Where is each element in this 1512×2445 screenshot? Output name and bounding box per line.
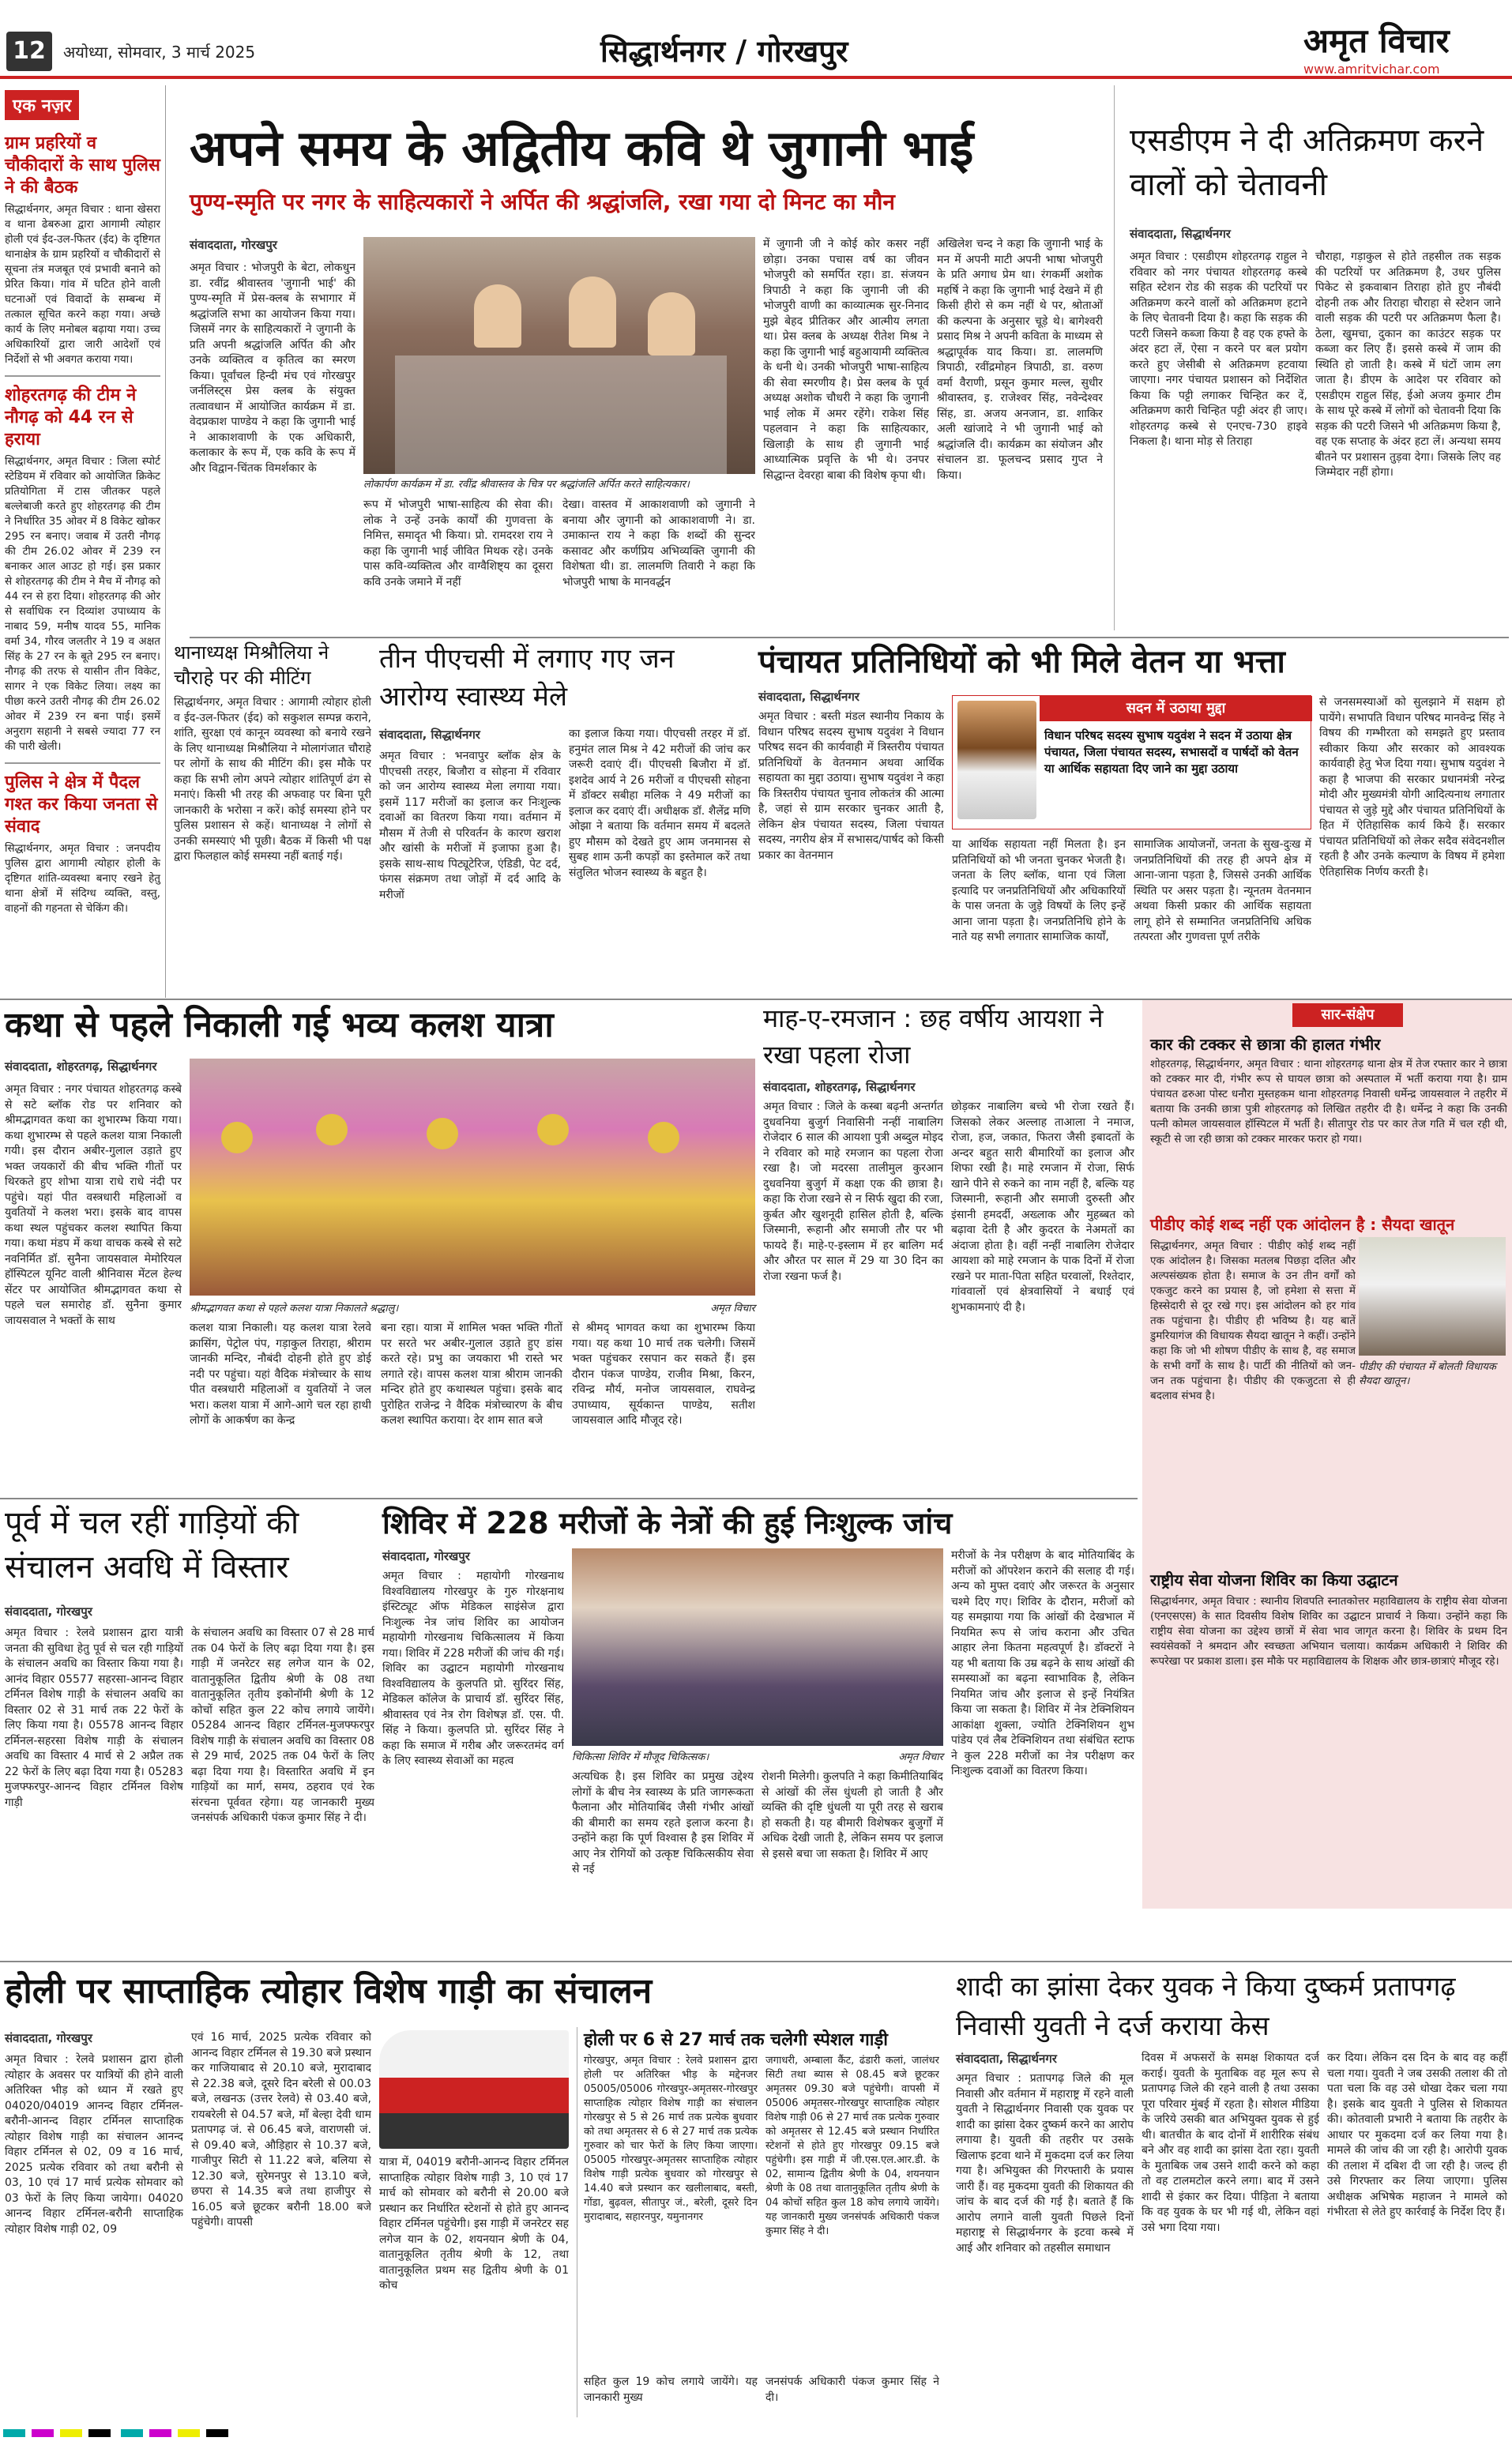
shadi-byline: संवाददाता, सिद्धार्थनगर xyxy=(956,2052,1057,2066)
eye-caption: चिकित्सा शिविर में मौजूद चिकित्सक। xyxy=(572,1749,809,1763)
brief-headline: पुलिस ने क्षेत्र में पैदल गश्त कर किया जनता से संवाद xyxy=(5,773,158,837)
lead-col: अखिलेश चन्द ने कहा कि जुगानी भाई के मन में अपनी माटी अपनी भाषा भोजपुरी के प्रति अगाध प्रेम था। रंगकर्मी अशोक महर्षि ने कहा कि जुगानी भाई देखने में ही किसी हीरो से कम नहीं थे पर, श्रोताओं की कल्पना के अनुसार चूड़े थे। बागेश्वरी प्रसाद मिश्र ने अपनी कविता के माध्यम से श्रद्धापूर्वक याद किया। डा. लालमणि त्रिपाठी, रवींद्रमोहन त्रिपाठी, डा. वरुण वर्मा वैराणी, प्रसून कुमार मल्ल, सुधीर श्रीवास्तव, इ. राजेश्वर सिंह, नवेन्देश्वर सिंह, डा. अजय अनजान, डा. शाकिर अली खांजादे ने भी जुगानी भाई को श्रद्धांजलि दी। कार्यक्रम का संयोजन और संचालन डा. फूलचन्द प्रसाद गुप्त ने किया। xyxy=(937,238,1103,482)
brief-body: सिद्धार्थनगर, अमृत विचार : थाना खेसरा व थाना ढेबरुआ द्वारा आगामी त्योहार होली एवं ईद-उल-फितर (ईद) के दृष्टिगत थानाक्षेत्र के ग्राम प्रहरियों व चौकीदारों से सूचना तंत्र मजबूत एवं प्रभावी बनाने को प्रेरित किया। गांव में घटित होने वाली घटनाओं एवं विवादों के सम्बन्ध में तत्काल सूचित करने कहा गया। अच्छे कार्य के लिए मनोबल बढ़ाया गया। उच्च अधिकारियों द्वारा जारी आदेशों एवं निर्देशों से भी अवगत कराया गया। xyxy=(5,203,160,366)
panchayat-byline: संवाददाता, सिद्धार्थनगर xyxy=(758,690,859,704)
brief-headline: शोहरतगढ़ की टीम ने नौगढ़ को 44 रन से हराया xyxy=(5,386,137,450)
shadi-col: दिवस में अफसरों के समक्ष शिकायत दर्ज कराई। युवती के मुताबिक वह मूल रूप से प्रतापगढ़ जिले की रहने वाली है तथा उसका पूरा परिवार मुंबई में रहता है। सोशल मीडिया के जरिये उसकी बात अभियुक्त युवक से हुई थी। बातचीत के बाद दोनों में शारीरिक संबंध बने और वह शादी का झांसा देता रहा। युवती के मुताबिक जब उसने शादी करने को कहा तो वह टालमटोल करने लगा। बाद में उसने शादी से इंकार कर दिया। पीड़िता ने बताया कि वह युवक के घर भी गई थी, लेकिन वहां उसे भगा दिया गया। xyxy=(1142,2052,1319,2234)
kalash-col: से श्रीमद् भागवत कथा का शुभारम्भ किया गया। यह कथा 10 मार्च तक चलेगी। जिसमें भक्त पहुंचकर रसपान कर सकते हैं। इस दौरान पंकज पाण्डेय, राजीव मिश्रा, किरन, रविन्द्र मौर्य, मनोज जायसवाल, राघवेन्द्र उपाध्याय, सूर्यकान्त पाण्डेय, सतीश जायसवाल आदि मौजूद रहे। xyxy=(572,1322,755,1427)
dateline: अयोध्या, सोमवार, 3 मार्च 2025 xyxy=(63,43,256,62)
lead-photo xyxy=(363,237,755,474)
sidebox-col: जगाधरी, अम्बाला कैंट, ढंडारी कलां, जालंधर सिटी तथा ब्यास से 08.45 बजे छूटकर अमृतसर 09.30 बजे पहुंचेगी। वापसी में 05006 अमृतसर-गोरखपुर साप्ताहिक त्योहार विशेष गाड़ी 06 से 27 मार्च तक प्रत्येक गुरुवार को अमृतसर से 12.45 बजे प्रस्थान निर्धारित स्टेशनों से होते हुए गोरखपुर 09.15 बजे पहुंचेगी। इस गाड़ी में जी.एस.एल.आर.डी. के 02, सामान्य द्वितीय श्रेणी के 04, शयनयान श्रेणी के 08 तथा वातानुकूलित तृतीय श्रेणी के 04 कोचों सहित कुल 18 कोच लगाये जायेंगे। यह जानकारी मुख्य जनसंपर्क अधिकारी पंकज कुमार सिंह ने दी। xyxy=(765,2055,939,2237)
phc-col: अमृत विचार : भनवापुर ब्लॉक क्षेत्र के पीएचसी तरहर, बिजौरा व सोहना में रविवार को जन आरोग्य स्वास्थ्य मेला लगाया गया। इसमें 117 मरीजों का इलाज कर निःशुल्क दवाओं का वितरण किया गया। वर्तमान में मौसम में तेजी से परिवर्तन के कारण खराश और खांसी के मरीजों में इजाफा हुआ है। इसके साथ-साथ पिट्यूटेरिज, एंडिडी, पेट दर्द, फंगस संक्रमण तथा जोड़ों में दर्द आदि के मरीजों xyxy=(379,750,561,901)
sidebox-tail: जनसंपर्क अधिकारी पंकज कुमार सिंह ने दी। xyxy=(765,2375,939,2404)
panchayat-col: या आर्थिक सहायता नहीं मिलता है। इन प्रतिनिधियों को भी जनता चुनकर भेजती है। जनता के लिए ब्लॉक, थाना एवं जिला इत्यादि पर जनप्रतिनिधियों और अधिकारियों के पास जनता के जुड़े विषयों के लिए इन्हें आना जाना पड़ता है। जनप्रतिनिधि होने के नाते यह सभी लगातार सामाजिक कार्यों, xyxy=(952,838,1126,943)
saar-body: सिद्धार्थनगर, अमृत विचार : स्थानीय शिवपति स्नातकोत्तर महाविद्यालय के राष्ट्रीय सेवा योजना (एनएसएस) के सात दिवसीय विशेष शिविर का उद्घाटन प्राचार्य ने किया। उन्होंने कहा कि राष्ट्रीय सेवा योजना का उद्देश्य छात्रों में सेवा भाव जागृत करना है। शिविर के प्रथम दिन स्वयंसेवकों ने श्रमदान और स्वच्छता अभियान चलाया। कार्यक्रम अधिकारी ने शिविर की रूपरेखा पर प्रकाश डाला। इस मौके पर महाविद्यालय के शिक्षक और छात्र-छात्राएं मौजूद रहे। xyxy=(1150,1595,1507,1668)
sidebox-headline: होली पर 6 से 27 मार्च तक चलेगी स्पेशल गाड़ी xyxy=(584,2030,888,2050)
brief-body: सिद्धार्थनगर, अमृत विचार : जिला स्पोर्ट स्टेडियम में रविवार को आयोजित क्रिकेट प्रतियोगिता में टास जीतकर पहले बल्लेबाजी करते हुए शोहरतगढ़ की टीम ने निर्धारित 35 ओवर में 8 विकेट खोकर 295 रन बनाए। जवाब में उतरी नौगढ़ की टीम 26.02 ओवर में 239 रन बनाकर आल आउट हो गई। इस प्रकार से शोहरतगढ़ की टीम ने मैच में नौगढ़ को 44 रन से हरा दिया। शोहरतगढ़ की ओर से सर्वाधिक रन दिव्यांश उपाध्याय के नाबाद 59, मनीष यादव 55, मानिक वर्मा 34, गौरव जलतीर ने 19 व अक्षत सिंह के 27 रन के बूते 295 रन बनाए। नौगढ़ की तरफ से यासीन तीन विकेट, सागर ने एक विकेट लिया। लक्ष्य का पीछा करने उतरी नौगढ़ की टीम 26.02 ओवर में 239 रन बना पाई। इसमें अनुराग सहानी ने सबसे ज्यादा 77 रन की पारी खेली। xyxy=(5,455,160,753)
purv-headline: पूर्व में चल रहीं गाड़ियों की संचालन अवधि में विस्तार xyxy=(5,1505,299,1585)
shadi-col: कर दिया। लेकिन दस दिन के बाद वह कहीं चला गया। युवती ने जब उसकी तलाश की तो पता चला कि वह उसे धोखा देकर चला गया है। इसके बाद युवती ने पुलिस से शिकायत की। कोतवाली प्रभारी ने बताया कि तहरीर के आधार पर मुकदमा दर्ज कर लिया गया है। मामले की जांच की जा रही है। आरोपी युवक की तलाश में दबिश दी जा रही है। जल्द ही उसे गिरफ्तार कर लिया जाएगा। पुलिस अधीक्षक अभिषेक महाजन ने मामले को गंभीरता से लेते हुए कार्रवाई के निर्देश दिए हैं। xyxy=(1327,2052,1507,2218)
phc-byline: संवाददाता, सिद्धार्थनगर xyxy=(379,728,480,742)
holi-col: एवं 16 मार्च, 2025 प्रत्येक रविवार को आनन्द विहार टर्मिनल से 19.30 बजे प्रस्थान कर गाजियाबाद से 20.10 बजे, मुरादाबाद से 22.38 बजे, दूसरे दिन बरेली से 00.03 बजे, लखनऊ (उत्तर रेलवे) से 03.40 बजे, रायबरेली से 04.57 बजे, माँ बेल्हा देवी धाम प्रतापगढ़ जं. से 06.45 बजे, वाराणसी जं. से 09.40 बजे, औड़िहार से 10.37 बजे, गाजीपुर सिटी से 11.22 बजे, बलिया से 12.30 बजे, सुरेमनपुर से 13.10 बजे, छपरा से 14.35 बजे तथा हाजीपुर से 16.05 बजे छूटकर बरौनी 18.00 बजे पहुंचेगी। वापसी xyxy=(191,2031,371,2229)
page-number: 12 xyxy=(6,32,52,71)
holi-byline: संवाददाता, गोरखपुर xyxy=(5,2031,92,2045)
portrait-image xyxy=(957,701,1036,819)
kalash-headline: कथा से पहले निकाली गई भव्य कलश यात्रा xyxy=(5,1005,554,1045)
brief-column xyxy=(0,85,166,998)
holi-col: यात्रा में, 04019 बरौनी-आनन्द विहार टर्मिनल साप्ताहिक त्योहार विशेष गाड़ी 3, 10 एवं 17 मार्च को सोमवार को बरौनी से 20.00 बजे प्रस्थान कर निर्धारित स्टेशनों से होते हुए आनन्द विहार टर्मिनल पहुंचेगी। इस गाड़ी में जनरेटर सह लगेज यान के 02, शयनयान श्रेणी के 04, वातानुकूलित तृतीय श्रेणी के 12, तथा वातानुकूलित प्रथम सह द्वितीय श्रेणी के 01 कोच xyxy=(379,2156,569,2292)
roza-headline: माह-ए-रमजान : छह वर्षीय आयशा ने रखा पहला रोजा xyxy=(763,1003,1104,1070)
phc-col: का इलाज किया गया। पीएचसी तरहर में डॉ. हनुमंत लाल मिश्र ने 42 मरीजों की जांच कर जरूरी दवाएं दीं। पीएचसी बिजौरा में डॉ. इशदेव आर्य ने 26 मरीजों व पीएचसी सोहना में डॉक्टर सबीहा मलिक ने 49 मरीजों का इलाज कर दवाएं दीं। अधीक्षक डॉ. शैलेंद्र मणि ओझा ने बताया कि वर्तमान समय में बदलते हुए मौसम को देखते हुए आम जनमानस से सुबह शाम ऊनी कपड़ों का इस्तेमाल करें तथा संतुलित भोजन स्वास्थ्य के बहुत है। xyxy=(569,728,750,879)
kalash-col: अमृत विचार : नगर पंचायत शोहरतगढ़ कस्बे से सटे ब्लॉक रोड पर शनिवार को श्रीमद्भागवत कथा का शुभारम्भ किया गया। कथा शुभारम्भ से पहले कलश यात्रा निकाली गयी। इस दौरान अबीर-गुलाल उड़ाते हुए भक्त जयकारों की बीच भक्ति गीतों पर थिरकते हुए शोभा यात्रा राधे राधे नंदी पर पहुंचे। यहां पीत वस्त्रधारी महिलाओं व युवतियों ने कलश भरा। इसके बाद वापस कथा स्थल पहुंचकर कलश स्थापित किया गया। कथा मंडप में कथा वाचक कस्बे से सटे नवनिर्मित डॉ. सुनैना जायसवाल मेमोरियल हॉस्पिटल यूनिट वाली श्रीनिवास मेंटल हेल्थ सेंटर पर आयोजित श्रीमद्भागवत कथा से पहले चल समारोह डॉ. सुनैना कुमार जायसवाल ने भक्तों के साथ xyxy=(5,1083,182,1327)
saar-caption: पीडीए की पंचायत में बोलती विधायक सैयदा खातून। xyxy=(1359,1361,1496,1387)
divider xyxy=(5,375,160,377)
kalash-caption: श्रीमद्भागवत कथा से पहले कलश यात्रा निकालते श्रद्धालु। xyxy=(190,1300,585,1315)
eye-headline: शिविर में 228 मरीजों के नेत्रों की हुई निःशुल्क जांच xyxy=(382,1506,953,1540)
saar-headline: कार की टक्कर से छात्रा की हालत गंभीर xyxy=(1150,1035,1381,1054)
lead-col: देखा। वास्तव में आकाशवाणी को जुगानी ने बनाया और जुगानी को आकाशवाणी ने। डा. उमाकान्त राय ने कहा कि शब्दों की सुन्दर कसावट और कर्णप्रिय अभिव्यक्ति जुगानी की विशेषता थी। डा. लालमणि तिवारी ने कहा कि भोजपुरी भाषा के मानवर्द्धन xyxy=(562,498,755,589)
saar-panel xyxy=(1142,1000,1512,1909)
lead-col: अमृत विचार : भोजपुरी के बेटा, लोकधुन डा. रवींद्र श्रीवास्तव 'जुगानी भाई' की पुण्य-स्मृति में प्रेस-क्लब के सभागार में श्रद्धांजलि सभा का आयोजन किया गया। जिसमें नगर के साहित्यकारों ने जुगानी के प्रति अपनी श्रद्धांजलि अर्पित की और उनके व्यक्तित्व व कृतित्व का स्मरण किया। पूर्वांचल हिन्दी मंच एवं गोरखपुर जर्नलिस्ट्स प्रेस क्लब के संयुक्त तत्वावधान में आयोजित कार्यक्रम में डा. वेदप्रकाश पाण्डेय ने कहा कि जुगानी भाई ने आकाशवाणी के एक अधिकारी, कलाकार के रूप में, एक कवि के रूप में और विद्वान-चिंतक विमर्शकार के xyxy=(190,261,355,475)
purv-col: के संचालन अवधि का विस्तार 07 से 28 मार्च तक 04 फेरों के लिए बढ़ा दिया गया है। इस गाड़ी में जनरेटर सह लगेज यान के 02, वातानुकूलित द्वितीय श्रेणी के 08 तथा वातानुकूलित तृतीय इकोनॉमी श्रेणी के 12 कोचों सहित कुल 22 कोच लगाये जायेंगे। 05284 आनन्द विहार टर्मिनल-मुजफ्फरपुर विशेष गाड़ी के संचालन अवधि का विस्तार 08 से 29 मार्च, 2025 तक 04 फेरों के लिए बढ़ा दिया गया है। विस्तारित अवधि में इन गाड़ियों का मार्ग, समय, ठहराव एवं रेक संरचना पूर्ववत रहेगा। यह जानकारी मुख्य जनसंपर्क अधिकारी पंकज कुमार सिंह ने दी। xyxy=(191,1627,374,1824)
lead-photo-caption: लोकार्पण कार्यक्रम में डा. रवींद्र श्रीवास्तव के चित्र पर श्रद्धांजलि अर्पित करते साहित्यकार। xyxy=(363,476,755,492)
panchayat-headline: पंचायत प्रतिनिधियों को भी मिले वेतन या भत्ता xyxy=(758,644,1285,680)
section-divider xyxy=(0,1498,1138,1499)
purv-col: अमृत विचार : रेलवे प्रशासन द्वारा यात्री जनता की सुविधा हेतु पूर्व से चल रही गाड़ियों के संचालन अवधि का विस्तार किया गया है। आनंद विहार 05577 सहरसा-आनन्द विहार टर्मिनल विशेष गाड़ी के संचालन अवधि का विस्तार 02 से 31 मार्च तक 22 फेरों के लिए किया गया है। 05578 आनन्द विहार टर्मिनल-सहरसा विशेष गाड़ी के संचालन अवधि का विस्तार 4 मार्च से 2 अप्रैल तक 22 फेरों के लिए बढ़ा दिया गया है। 05283 मुजफ्फरपुर-आनन्द विहार टर्मिनल विशेष गाड़ी xyxy=(5,1627,183,1809)
roza-byline: संवाददाता, शोहरतगढ़, सिद्धार्थनगर xyxy=(763,1080,916,1094)
column-rule xyxy=(1114,85,1115,630)
saar-headline: राष्ट्रीय सेवा योजना शिविर का किया उद्घाटन xyxy=(1150,1570,1398,1589)
eye-byline: संवाददाता, गोरखपुर xyxy=(382,1549,470,1563)
sidebox-tail: सहित कुल 19 कोच लगाये जायेंगे। यह जानकारी मुख्य xyxy=(584,2375,758,2404)
box-tag: सदन में उठाया मुद्दा xyxy=(1040,696,1312,721)
brief-body: सिद्धार्थनगर, अमृत विचार : जनपदीय पुलिस द्वारा आगामी त्योहार होली के दृष्टिगत शांति-व्यवस्था बनाए रखने हेतु थाना क्षेत्रों में संदिग्ध व्यक्ति, वस्तु, वाहनों की गहनता से चेकिंग की। xyxy=(5,842,160,915)
panchayat-col: अमृत विचार : बस्ती मंडल स्थानीय निकाय के विधान परिषद सदस्य सुभाष यदुवंश ने विधान परिषद सदन की कार्यवाही में त्रिस्तरीय पंचायत प्रतिनिधियों के वेतनमान अथवा आर्थिक सहायता का मुद्दा उठाया। सुभाष यदुवंश ने कहा कि त्रिस्तरीय पंचायत चुनाव लोकतंत्र की आत्मा है, जहां से ग्राम सरकार चुनकर आती है, लेकिन क्षेत्र पंचायत सदस्य, जिला पंचायत सदस्य, नगरीय क्षेत्र में सभासद/पार्षद को किसी प्रकार का वेतनमान xyxy=(758,710,944,862)
roza-col: छोड़कर नाबालिग बच्चे भी रोजा रखते हैं। जिसको लेकर अल्लाह ताआला ने नमाज, रोजा, हज, जकात, फितरा जैसी इबादतों के अन्दर बहुत सारी बीमारियों का इलाज और शिफा रखी है। माहे रमजान में रोजा, सिर्फ खाने पीने से रुकने का नाम नहीं है, बल्कि यह जिस्मानी, रूहानी और समाजी दुरुस्ती और इंसानी हमदर्दी, अख्लाक और मुहब्बत को बढ़ावा देती है और कुदरत के नेअमतों का अंदाजा होता है। वहीं नन्हीं नाबालिग रोजेदार आयशा को माहे रमजान के पाक दिनों में रोजा रखने पर माता-पिता सहित घरवालों, रिश्तेदार, गांववालों एवं क्षेत्रवासियों ने बधाई एवं शुभकामनाएं दी है। xyxy=(951,1100,1134,1314)
holi-sidebox xyxy=(577,2027,945,2417)
sidebox-col: गोरखपुर, अमृत विचार : रेलवे प्रशासन द्वारा होली पर अतिरिक्त भीड़ के मद्देनजर 05005/05006 गोरखपुर-अमृतसर-गोरखपुर साप्ताहिक त्योहार विशेष गाड़ी का संचालन गोरखपुर से 5 से 26 मार्च तक प्रत्येक बुधवार को तथा अमृतसर से 6 से 27 मार्च तक प्रत्येक गुरुवार को चार फेरों के लिए किया जाएगा। 05005 गोरखपुर-अमृतसर साप्ताहिक त्योहार विशेष गाड़ी प्रत्येक बुधवार को गोरखपुर से 14.40 बजे प्रस्थान कर खलीलाबाद, बस्ती, गोंडा, बुढ़वल, सीतापुर जं., बरेली, दूसरे दिन मुरादाबाद, सहारनपुर, यमुनानगर xyxy=(584,2055,758,2223)
panchayat-col: सामाजिक आयोजनों, जनता के सुख-दुःख में जनप्रतिनिधियों की तरह ही अपने क्षेत्र में आना-जाना पड़ता है, जिससे उनकी आर्थिक स्थिति पर असर पड़ता है। न्यूनतम वेतनमान अथवा किसी प्रकार की आर्थिक सहायता लागू होने से सम्मानित जनप्रतिनिधि अधिक तत्परता और गुणवत्ता पूर्ण तरीके xyxy=(1134,838,1311,943)
eye-col: अमृत विचार : महायोगी गोरखनाथ विश्वविद्यालय गोरखपुर के गुरु गोरक्षनाथ इंस्टिट्यूट ऑफ मेडिकल साइंसेज द्वारा निःशुल्क नेत्र जांच शिविर का आयोजन महायोगी गोरखनाथ चिकित्सालय में किया गया। शिविर में 228 मरीजों की जांच की गई। शिविर का उद्घाटन महायोगी गोरखनाथ विश्वविद्यालय के कुलपति प्रो. सुरिंदर सिंह, मेडिकल कॉलेज के प्राचार्य डॉ. सुरिंदर सिंह, श्रीवास्तव एवं नेत्र रोग विशेषज्ञ डॉ. एस. पी. सिंह ने किया। कुलपति प्रो. सुरिंदर सिंह ने कहा कि समाज में गरीब और जरूरतमंद वर्ग के लिए स्वास्थ्य सेवाओं का महत्व xyxy=(382,1570,564,1767)
roza-col: अमृत विचार : जिले के कस्बा बढ़नी अन्तर्गत दुधवनिया बुजुर्ग निवासिनी नन्हीं नाबालिग रोजेदार 6 साल की आयशा पुत्री अब्दुल मोइद ने रविवार को माहे रमजान का पहला रोजा रखा है। जो मदरसा तालीमुल कुरआन दुधवनिया बुजुर्ग में कक्षा एक की छात्रा है। कहा कि रोजा रखने से न सिर्फ खुदा की रजा, कुर्बत और खुशनूदी हासिल होती है, बल्कि जिस्मानी, रूहानी और समाजी तौर पर भी फायदे हैं। माहे-ए-इस्लाम में हर बालिग मर्द और औरत पर साल में 29 या 30 दिन का रोजा रखना फर्ज है। xyxy=(763,1100,943,1283)
lead-col: रूप में भोजपुरी भाषा-साहित्य की सेवा की। लोक ने उन्हें उनके कार्यों की गुणवत्ता के निमित्त, समादृत भी किया। प्रो. रामदरश राय ने कहा कि जुगानी भाई जीवित मिथक रहे। उनके पास कवि-व्यक्तित्व और वाग्वैशिष्ट्य का दूसरा कवि उनके जमाने में नहीं xyxy=(363,498,553,589)
section-divider xyxy=(0,1961,1512,1962)
masthead-logo: अमृत विचार xyxy=(1303,21,1450,60)
section-title: सिद्धार्थनगर / गोरखपुर xyxy=(600,34,848,69)
lead-subhead: पुण्य-स्मृति पर नगर के साहित्यकारों ने अर्पित की श्रद्धांजलि, रखा गया दो मिनट का मौन xyxy=(190,189,895,215)
brief-headline: ग्राम प्रहरियों व चौकीदारों के साथ पुलिस ने की बैठक xyxy=(5,134,160,197)
kalash-byline: संवाददाता, शोहरतगढ़, सिद्धार्थनगर xyxy=(5,1059,157,1074)
panchayat-highlight-box xyxy=(952,695,1311,829)
kalash-col: कलश यात्रा निकाली। यह कलश यात्रा रेलवे क्रासिंग, पेट्रोल पंप, गड़ाकुल तिराहा, श्रीराम जानकी मन्दिर, नौबंदी दोहनी होते हुए डोई नदी पर पहुंचा। यहां वैदिक मंत्रोच्चार के साथ पीत वस्त्रधारी महिलाओं व युवतियों ने जल भरा। कलश यात्रा में आगे-आगे चल रहा हाथी लोगों के आकर्षण का केन्द्र xyxy=(190,1322,371,1427)
lead-col: में जुगानी जी ने कोई कोर कसर नहीं छोड़ा। उनका पचास वर्ष का जीवन भोजपुरी को समर्पित रहा। डा. संजयन त्रिपाठी ने कहा कि जुगानी जी की भोजपुरी वाणी का काव्यात्मक सुर-निनाद मुझे बेहद प्रीतिकर और आत्मीय लगता था। प्रेस क्लब के अध्यक्ष रीतेश मिश्र ने कहा कि जुगानी भाई बहुआयामी व्यक्तित्व के धनी थे। उनकी भोजपुरी भाषा-साहित्य की सेवा स्मरणीय है। प्रेस क्लब के पूर्व अध्यक्ष अशोक चौधरी ने कहा कि जुगानी भाई लोक में अमर रहेंगे। राकेश सिंह पहलवान ने कहा कि साहित्यकार, खिलाड़ी के साथ ही जुगानी भाई आध्यात्मिक प्रवृत्ति के भी थे। उनपर सिद्धान्त देवरहा बाबा की विशेष कृपा थी। xyxy=(763,238,929,482)
mishrauliya-headline: थानाध्यक्ष मिश्रौलिया ने चौराहे पर की मीटिंग xyxy=(174,641,329,689)
phc-headline: तीन पीएचसी में लगाए गए जन आरोग्य स्वास्थ्य मेले xyxy=(379,643,675,713)
lead-byline: संवाददाता, गोरखपुर xyxy=(190,238,277,252)
sdm-col: चौराहा, गड़ाकुल से होते तहसील तक सड़क की पटरियों पर अतिक्रमण है, उधर पुलिस पिकेट से इकवाबान तिराहा होते हुए नौबंदी दोहनी तक और तिराहा चौराहा से स्टेशन जाने वाली सड़क की पटरी पर अतिक्रमण फैला है। ठेला, खुमचा, दुकान का काउंटर सड़क पर कब्जा कर लिए हैं। इससे कस्बे में जाम की स्थिति हो जाती है। कस्बे में घंटों जाम लग जाता है। डीएम के आदेश पर रविवार को एसडीएम राहुल सिंह, ईओ अजय कुमार टीम के साथ पूरे कस्बे में लोगों को चेतावनी दिया कि सड़क की पटरी जिसने भी अतिक्रमण किया है, वह एक सप्ताह के अंदर हटा लें। अन्यथा समय बीतने पर प्रशासन तुड़वा देगा। जिसके लिए वह जिम्मेदार नहीं होगा। xyxy=(1315,250,1501,479)
sdm-col: अमृत विचार : एसडीएम शोहरतगढ़ राहुल ने रविवार को नगर पंचायत शोहरतगढ़ कस्बे सहित स्टेशन रोड की सड़क की पटरियों पर अतिक्रमण करने वालों को अतिक्रमण हटाने के लिए चेतावनी दिया है। कहा कि सड़क की पटरी जिसने कब्जा किया है वह एक हफ्ते के अंदर हटा लें, ऐसा न करने पर बल प्रयोग करते हुए जेसीबी से अतिक्रमण हटवाया जाएगा। नगर पंचायत प्रशासन को निर्देशित किया कि पट्टी लगाकर चिन्हित कर दें, अतिक्रमण कारी चिन्हित पट्टी अंदर ही जाए। शोहरतगढ़ कस्बे से एनएच-730 हाइवे निकला है। थाना मोड़ से तिराहा xyxy=(1130,250,1307,448)
print-color-bar xyxy=(0,2425,1512,2445)
eye-col: रोशनी मिलेगी। कुलपति ने कहा किमीतियाबिंद से आंखों की लेंस धुंधली हो जाती है और व्यक्ति की दृष्टि धुंधली या पूरी तरह से खराब हो सकती है। यह बीमारी विशेषकर बुजुर्गों में अधिक देखी जाती है, लेकिन समय पर इलाज से इससे बचा जा सकता है। शिविर में आए xyxy=(762,1770,943,1860)
sdm-headline: एसडीएम ने दी अतिक्रमण करने वालों को चेतावनी xyxy=(1130,122,1484,203)
eye-col: अत्यधिक है। इस शिविर का प्रमुख उद्देश्य लोगों के बीच नेत्र स्वास्थ्य के प्रति जागरूकता फैलाना और मोतियाबिंद जैसी गंभीर आंखों की बीमारी का समय रहते इलाज करना है। उन्होंने कहा कि पूर्ण विश्वास है इस शिविर में आए नेत्र रोगियों को उत्कृष्ट चिकित्सकीय सेवा से नई xyxy=(572,1770,754,1875)
section-divider xyxy=(190,637,1509,638)
brief-tag: एक नज़र xyxy=(5,90,79,120)
saar-body: सिद्धार्थनगर, अमृत विचार : पीडीए कोई शब्द नहीं एक आंदोलन है। जिसका मतलब पिछड़ा दलित और अल्पसंख्यक होता है। समाज के उन तीन वर्गों को एकजुट करने का प्रयास है, जो हमेशा से सत्ता में हिस्सेदारी से दूर रखे गए। इस आंदोलन को हर गांव तक पहुंचाना है। पीडीए ही भविष्य है। यह बातें डुमरियागंज की विधायक सैयदा खातून ने कहीं। उन्होंने कहा कि जो भी शोषण पीडीए के साथ है, वह समाज के सभी वर्गों के साथ है। पार्टी की नीतियों को जन-जन तक पहुंचाना है। पीडीए की एकजुटता से ही बदलाव संभव है। xyxy=(1150,1239,1356,1402)
shadi-headline: शादी का झांसा देकर युवक ने किया दुष्कर्म प्रतापगढ़ निवासी युवती ने दर्ज कराया केस xyxy=(956,1971,1456,2042)
lead-headline: अपने समय के अद्वितीय कवि थे जुगानी भाई xyxy=(190,119,974,177)
photo-credit: अमृत विचार xyxy=(869,1749,943,1763)
eye-photo xyxy=(572,1548,943,1746)
panchayat-col: से जनसमस्याओं को सुलझाने में सक्षम हो पायेंगे। सभापति विधान परिषद मानवेन्द्र सिंह ने विषय की गम्भीरता को समझते हुए प्रस्ताव स्वीकार किया और सरकार को आवश्यक कार्यवाही हेतु भेज दिया गया। सुभाष यदुवंश ने कहा है भाजपा की सरकार प्रधानमंत्री नरेन्द्र मोदी और मुख्यमंत्री योगी आदित्यनाथ लगातार पंचायत से जुड़े मुद्दे और पंचायत प्रतिनिधियों के हित में ऐतिहासिक कार्य किये हैं। सरकार पंचायत प्रतिनिधियों को लेकर सदैव संवेदनशील रहती है और उनके कल्याण के विषय में हमेशा ऐतिहासिक निर्णय करती है। xyxy=(1319,696,1505,878)
shadi-col: अमृत विचार : प्रतापगढ़ जिले की मूल निवासी और वर्तमान में महाराष्ट्र में रहने वाली युवती ने सिद्धार्थनगर निवासी एक युवक पर शादी का झांसा देकर दुष्कर्म करने का आरोप लगाया है। युवती की तहरीर पर उसके खिलाफ इटवा थाने में मुकदमा दर्ज कर लिया गया है। अभियुक्त की गिरफ्तारी के प्रयास जारी हैं। वह मुकदमा युवती की शिकायत की जांच के बाद दर्ज की गई है। बताते हैं कि आरोप लगाने वाली युवती पिछले दिनों महाराष्ट्र से सिद्धार्थनगर के इटवा कस्बे में आई और शनिवार को तहसील समाधान xyxy=(956,2072,1134,2255)
kalash-col: बना रहा। यात्रा में शामिल भक्त भक्ति गीतों पर सरते भर अबीर-गुलाल उड़ाते हुए डांस करते रहे। प्रभु का जयकारा भी रास्ते भर लगाते रहे। वापस कलश यात्रा श्रीराम जानकी मन्दिर होते हुए कथास्थल पहुंचा। इसके बाद पुरोहित राजेन्द्र ने वैदिक मंत्रोच्चारण के बीच कलश स्थापित कराया। देर शाम सात बजे xyxy=(381,1322,562,1427)
box-text: विधान परिषद सदस्य सुभाष यदुवंश ने सदन में उठाया क्षेत्र पंचायत, जिला पंचायत सदस्य, सभासदों व पार्षदों को वेतन या आर्थिक सहायता दिए जाने का मुद्दा उठाया xyxy=(1044,728,1299,776)
photo-credit: अमृत विचार xyxy=(687,1300,755,1315)
saar-body: शोहरतगढ़, सिद्धार्थनगर, अमृत विचार : थाना शोहरतगढ़ थाना क्षेत्र में तेज रफ्तार कार ने छात्रा को टक्कर मार दी, गंभीर रूप से घायल छात्रा को अस्पताल में भर्ती कराया गया है। ग्राम पंचायत ढरुआ पोस्ट धनौरा मुस्तहकम थाना शोहरतगढ़ निवासी धर्मेन्द्र जायसवाल ने तहरीर में बताया कि उनकी छात्रा पुत्री शोहरतगढ़ को लिखित तहरीर दी है। धर्मेन्द्र ने कहा कि उनकी पत्नी कोमल जायसवाल हॉस्पिटल में भर्ती है। सीतापुर रोड पर कार तेज गति में चल रही थी, स्कूटी से जा रही छात्रा को टक्कर मारकर फरार हो गया। xyxy=(1150,1058,1507,1145)
website-link[interactable]: www.amritvichar.com xyxy=(1303,62,1440,77)
eye-col: मरीजों के नेत्र परीक्षण के बाद मोतियाबिंद के मरीजों को ऑपरेशन कराने की सलाह दी गई। अन्य को मुफ्त दवाएं और जरूरत के अनुसार चश्मे दिए गए। शिविर के दौरान, मरीजों को यह समझाया गया कि आंखों की देखभाल में नियमित रूप से जांच कराना और उचित आहार लेना कितना महत्वपूर्ण है। डॉक्टरों ने यह भी बताया कि उम्र बढ़ने के साथ आंखों की समस्याओं का बढ़ना स्वाभाविक है, लेकिन नियमित जांच और इलाज से इन्हें नियंत्रित किया जा सकता है। शिविर में नेत्र टेक्निशियन आकांक्षा शुक्ला, ज्योति टेक्निशियन शुभ पांडेय एवं लैब टेक्निशियन तथा संबंधित स्टाफ ने कुल 228 मरीजों का नेत्र परीक्षण कर निःशुल्क दवाओं का वितरण किया। xyxy=(951,1549,1134,1777)
kalash-photo xyxy=(190,1059,755,1296)
divider xyxy=(5,762,160,764)
saar-photo xyxy=(1359,1237,1506,1356)
page-header xyxy=(0,0,1512,79)
saar-tag: सार-संक्षेप xyxy=(1292,1003,1403,1027)
saar-headline: पीडीए कोई शब्द नहीं एक आंदोलन है : सैयदा खातून xyxy=(1150,1215,1455,1234)
holi-col: अमृत विचार : रेलवे प्रशासन द्वारा होली त्योहार के अवसर पर यात्रियों की होने वाली अतिरिक्त भीड़ को ध्यान में रखते हुए 04020/04019 आनन्द विहार टर्मिनल-बरौनी-आनन्द विहार टर्मिनल साप्ताहिक त्योहार विशेष गाड़ी का संचालन आनन्द विहार टर्मिनल से 02, 09 व 16 मार्च, 2025 प्रत्येक रविवार को तथा बरौनी से 03, 10 एवं 17 मार्च प्रत्येक सोमवार को 03 फेरों के लिए किया जायेगा। 04020 आनन्द विहार टर्मिनल-बरौनी साप्ताहिक त्योहार विशेष गाड़ी 02, 09 xyxy=(5,2053,183,2236)
holi-headline: होली पर साप्ताहिक त्योहार विशेष गाड़ी का संचालन xyxy=(5,1971,653,2011)
mishrauliya-body: सिद्धार्थनगर, अमृत विचार : आगामी त्योहार होली व ईद-उल-फितर (ईद) को सकुशल सम्पन्न कराने, शांति, सुरक्षा एवं कानून व्यवस्था को बनाये रखने के लिए थानाध्यक्ष मिश्रौलिया ने मोलागंजात चौराहे पर लोगों के साथ की मीटिंग की। इस मौके पर कहा कि सभी लोग अपने त्योहार शांतिपूर्ण ढंग से मनाएं। किसी भी तरह की अफवाह पर बिना पूरी जानकारी के भरोसा न करें। कोई समस्या होने पर पुलिस प्रशासन से कहें। थानाध्यक्ष ने लोगों से उनकी समस्याएं भी पूछी। बैठक में किसी भी पक्ष द्वारा फिलहाल कोई समस्या नहीं बताई गई। xyxy=(174,696,371,863)
purv-byline: संवाददाता, गोरखपुर xyxy=(5,1604,92,1619)
sdm-byline: संवाददाता, सिद्धार्थनगर xyxy=(1130,227,1231,241)
train-image xyxy=(379,2030,569,2149)
